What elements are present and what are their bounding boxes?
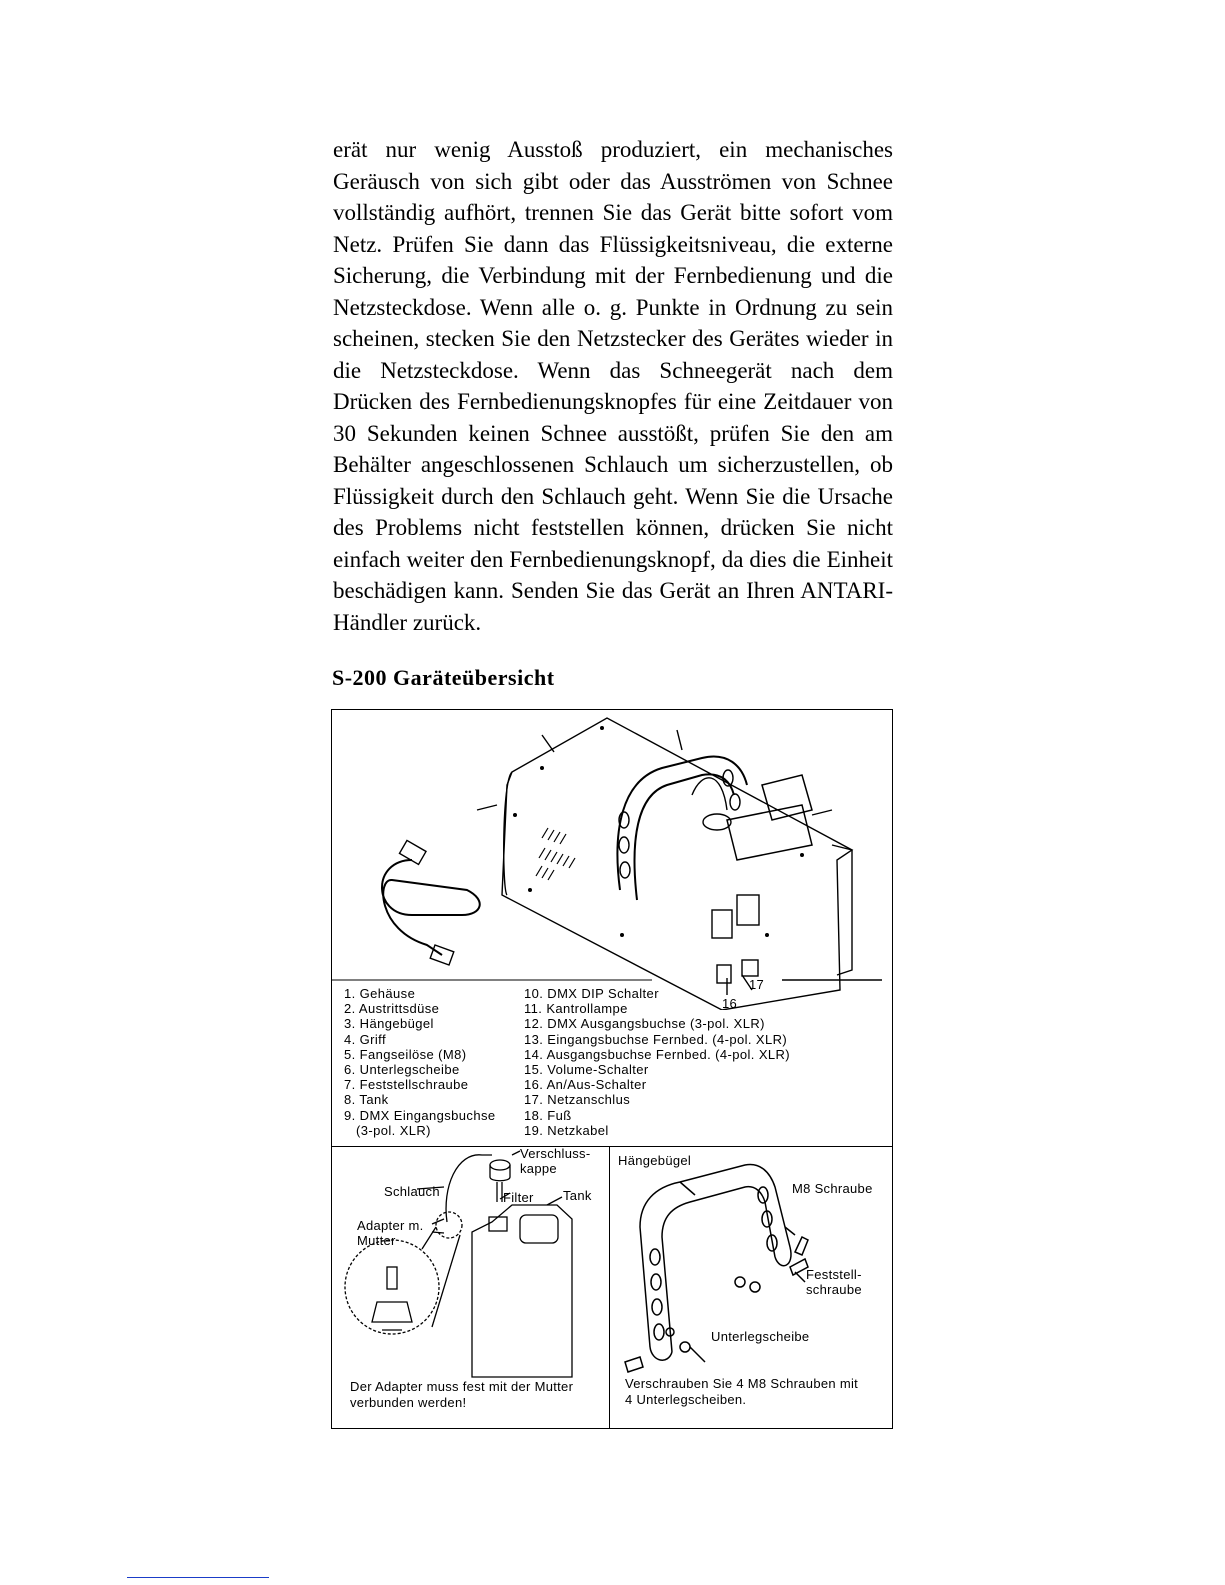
label-verschlusskappe-1: Verschluss- xyxy=(520,1146,591,1161)
label-tank: Tank xyxy=(563,1188,592,1203)
parts-list-left xyxy=(344,986,495,1138)
label-unterlegscheibe: Unterlegscheibe xyxy=(711,1329,810,1344)
part-item: 8. Tank xyxy=(344,1092,389,1108)
footnote-rule xyxy=(127,1577,269,1578)
part-item: (3-pol. XLR) xyxy=(344,1122,431,1138)
callout-16: 16 xyxy=(722,996,738,1011)
part-item: 1. Gehäuse xyxy=(344,986,416,1001)
part-item: 18. Fuß xyxy=(524,1107,572,1123)
bracket-note-line-2: 4 Unterlegscheiben. xyxy=(625,1392,747,1407)
part-item: 4. Griff xyxy=(344,1031,386,1047)
snow-machine-illustration xyxy=(332,710,892,1010)
callout-17: 17 xyxy=(749,977,765,992)
body-paragraph xyxy=(333,134,893,638)
part-item: 5. Fangseilöse (M8) xyxy=(344,1046,467,1062)
label-feststellschraube-2: schraube xyxy=(806,1282,862,1297)
parts-list-right xyxy=(524,986,790,1138)
label-schlauch: Schlauch xyxy=(384,1184,440,1199)
label-verschlusskappe-2: kappe xyxy=(520,1161,557,1176)
part-item: 2. Austrittsdüse xyxy=(344,1001,440,1017)
tank-note-line-1: Der Adapter muss fest mit der Mutter xyxy=(350,1379,574,1394)
part-item: 6. Unterlegscheibe xyxy=(344,1062,460,1078)
section-heading: S-200 Garäteübersicht xyxy=(332,665,555,690)
tank-note-line-2: verbunden werden! xyxy=(350,1395,467,1410)
part-item: 12. DMX Ausgangsbuchse (3-pol. XLR) xyxy=(524,1016,765,1032)
part-item: 19. Netzkabel xyxy=(524,1122,609,1138)
device-overview-figure xyxy=(331,709,893,1429)
label-adapter-1: Adapter m. xyxy=(357,1218,424,1233)
part-item: 16. An/Aus-Schalter xyxy=(524,1077,647,1093)
label-haengebuegel: Hängebügel xyxy=(618,1153,692,1168)
label-filter: Filter xyxy=(503,1190,534,1205)
bracket-note-line-1: Verschrauben Sie 4 M8 Schrauben mit xyxy=(625,1376,859,1391)
part-item: 15. Volume-Schalter xyxy=(524,1062,649,1078)
part-item: 14. Ausgangsbuchse Fernbed. (4-pol. XLR) xyxy=(524,1046,791,1062)
label-feststellschraube-1: Feststell- xyxy=(806,1267,862,1282)
part-item: 10. DMX DIP Schalter xyxy=(524,986,659,1001)
label-adapter-2: Mutter xyxy=(357,1233,396,1248)
part-item: 7. Feststellschraube xyxy=(344,1077,469,1093)
part-item: 11. Kantrollampe xyxy=(524,1001,628,1017)
part-item: 3. Hängebügel xyxy=(344,1016,434,1032)
body-paragraph-text: erät nur wenig Ausstoß produziert, ein mechanisches Geräusch von sich gibt oder das Ausströmen von Schnee vollständig aufhört, trennen Sie das Gerät bitte sofort vom Netz. Prüfen Sie dann das Flüssigkeitsniveau, die externe Sicherung, die Verbindung mit der Fernbedienung und die Netzsteckdose. Wenn alle o. g. Punkte in Ordnung zu sein scheinen, stecken Sie den Netzstecker des Gerätes wieder in die Netzsteckdose. Wenn das Schneegerät nach dem Drücken des Fernbedienungsknopfes für eine Zeitdauer von 30 Sekunden keinen Schnee ausstößt, prüfen Sie den am Behälter angeschlossenen Schlauch um sicherzustellen, ob Flüssigkeit durch den Schlauch geht. Wenn Sie die Ursache des Problems nicht feststellen können, drücken Sie nicht einfach weiter den Fernbedienungsknopf, da dies die Einheit beschädigen kann. Senden Sie das Gerät an Ihren ANTARI-Händler zurück. xyxy=(333,137,893,635)
part-item: 17. Netzanschlus xyxy=(524,1092,631,1108)
part-item: 13. Eingangsbuchse Fernbed. (4-pol. XLR) xyxy=(524,1031,788,1047)
label-m8-schraube: M8 Schraube xyxy=(792,1181,873,1196)
part-item: 9. DMX Eingangsbuchse xyxy=(344,1107,496,1123)
